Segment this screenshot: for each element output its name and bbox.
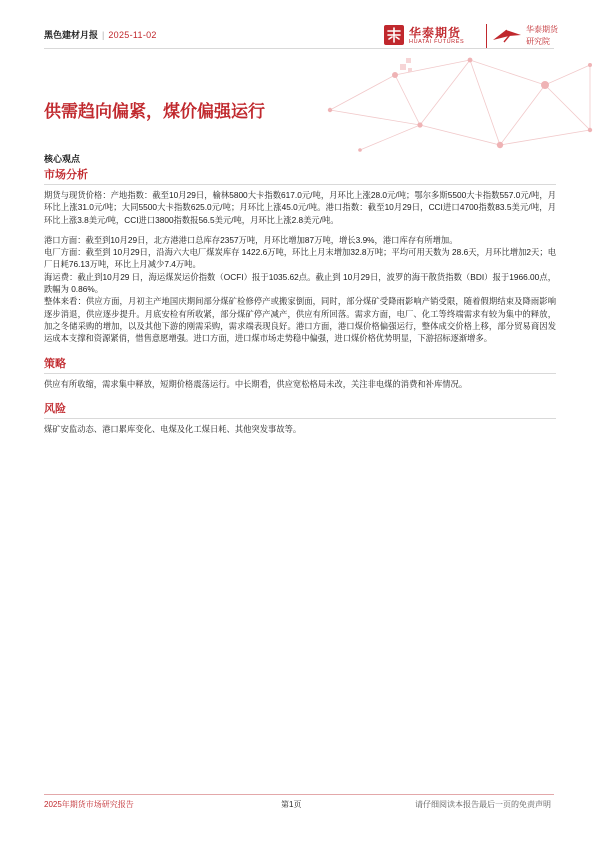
risk-heading: 风险 xyxy=(44,402,66,415)
header-series-info xyxy=(44,28,157,41)
research-name-line1: 华泰期货 xyxy=(526,25,558,34)
section-divider xyxy=(44,418,556,419)
header-divider xyxy=(44,48,554,49)
report-body xyxy=(44,152,556,435)
strategy-heading: 策略 xyxy=(44,357,66,370)
market-analysis-section xyxy=(44,168,556,345)
power-plant-paragraph: 电厂方面：截至到 10月29日，沿海六大电厂煤炭库存 1422.6万吨，环比上月末增加32.8万吨；平均可用天数为 28.6天，月环比增加2天；电厂日耗76.13万吨，环比上月减少7.4万吨。 xyxy=(44,247,556,270)
freight-paragraph: 海运费：截止到10月29 日，海运煤炭运价指数（OCFI）报于1035.62点。截止到 10月29日，波罗的海干散货指数（BDI）报于1966.00点，跌幅为 0.86%。 xyxy=(44,271,556,295)
market-analysis-heading: 市场分析 xyxy=(44,169,88,181)
network-banner-decoration xyxy=(300,50,595,160)
price-paragraph: 期货与现货价格：产地指数：截至10月29日，榆林5800大卡指数617.0元/吨，月环比上涨28.0元/吨；鄂尔多斯5500大卡指数557.0元/吨，月环比上涨31.0元/吨；大同5500大卡指数625.0元/吨；月环比上涨45.0元/吨。港口指数：截至10月29日，CCI进口4700指数83.5美元/吨，月环比上涨3.8美元/吨，CCI进口3800指数报56.5美元/吨，月环比上涨2.8美元/吨。 xyxy=(44,190,556,225)
huatai-futures-logo xyxy=(384,24,479,50)
port-paragraph: 港口方面：截至到10月29日，北方港港口总库存2357万吨，月环比增加87万吨，增长3.9%，港口库存有所增加。 xyxy=(44,234,458,245)
logo-english-name: HUATAI FUTURES xyxy=(409,39,465,45)
footer-report-name: 2025年期货市场研究报告 xyxy=(44,800,134,809)
report-date: 2025-11-02 xyxy=(108,30,157,40)
footer-disclaimer-note: 请仔细阅读本报告最后一页的免责声明 xyxy=(415,800,551,809)
strategy-paragraph: 供应有所收缩，需求集中释放，短期价格震荡运行。中长期看，供应宽松格局未改，关注非电煤的消费和补库情况。 xyxy=(44,378,468,389)
header-separator: | xyxy=(102,30,105,40)
huatai-research-logo-icon xyxy=(492,26,522,44)
page-title: 供需趋向偏紧，煤价偏强运行 xyxy=(44,102,265,121)
research-name-line2: 研究院 xyxy=(526,37,550,46)
logo-chinese-name: 华泰期货 xyxy=(409,26,462,40)
section-divider xyxy=(44,184,556,185)
risk-paragraph: 煤矿安监动态、港口累库变化、电煤及化工煤日耗、其他突发事故等。 xyxy=(44,423,302,434)
huatai-futures-logo-icon xyxy=(384,25,404,45)
overall-paragraph: 整体来看：供应方面，月初主产地国庆期间部分煤矿检修停产或搬家倒面，同时，部分煤矿受降雨影响产销受限，随着假期结束及降雨影响逐步消退，供应逐步提升。月底安检有所收紧，部分煤矿停产减产，供应有所回落。需求方面，电厂、化工等终端需求有较为集中的释放，加之冬储采购的增加，以及其他下游的刚需采购，需求端表现良好。港口方面，港口煤价格偏强运行，整体成交价格上移，部分贸易商因发运成本支撑和资源紧俏，惜售意愿增强。进口方面，进口煤市场走势稳中偏强，进口煤价格优势明显，下游招标逐渐增多。 xyxy=(44,296,556,344)
page-header xyxy=(44,24,558,46)
report-series: 黑色建材月报 xyxy=(44,30,99,40)
huatai-research-logo xyxy=(492,24,562,50)
page-number: 第1页 xyxy=(281,800,302,809)
section-divider xyxy=(44,373,556,374)
logo-divider xyxy=(486,24,487,48)
strategy-section xyxy=(44,357,556,390)
core-view-label: 核心观点 xyxy=(44,154,81,164)
footer-divider xyxy=(44,794,554,795)
risk-section xyxy=(44,402,556,435)
